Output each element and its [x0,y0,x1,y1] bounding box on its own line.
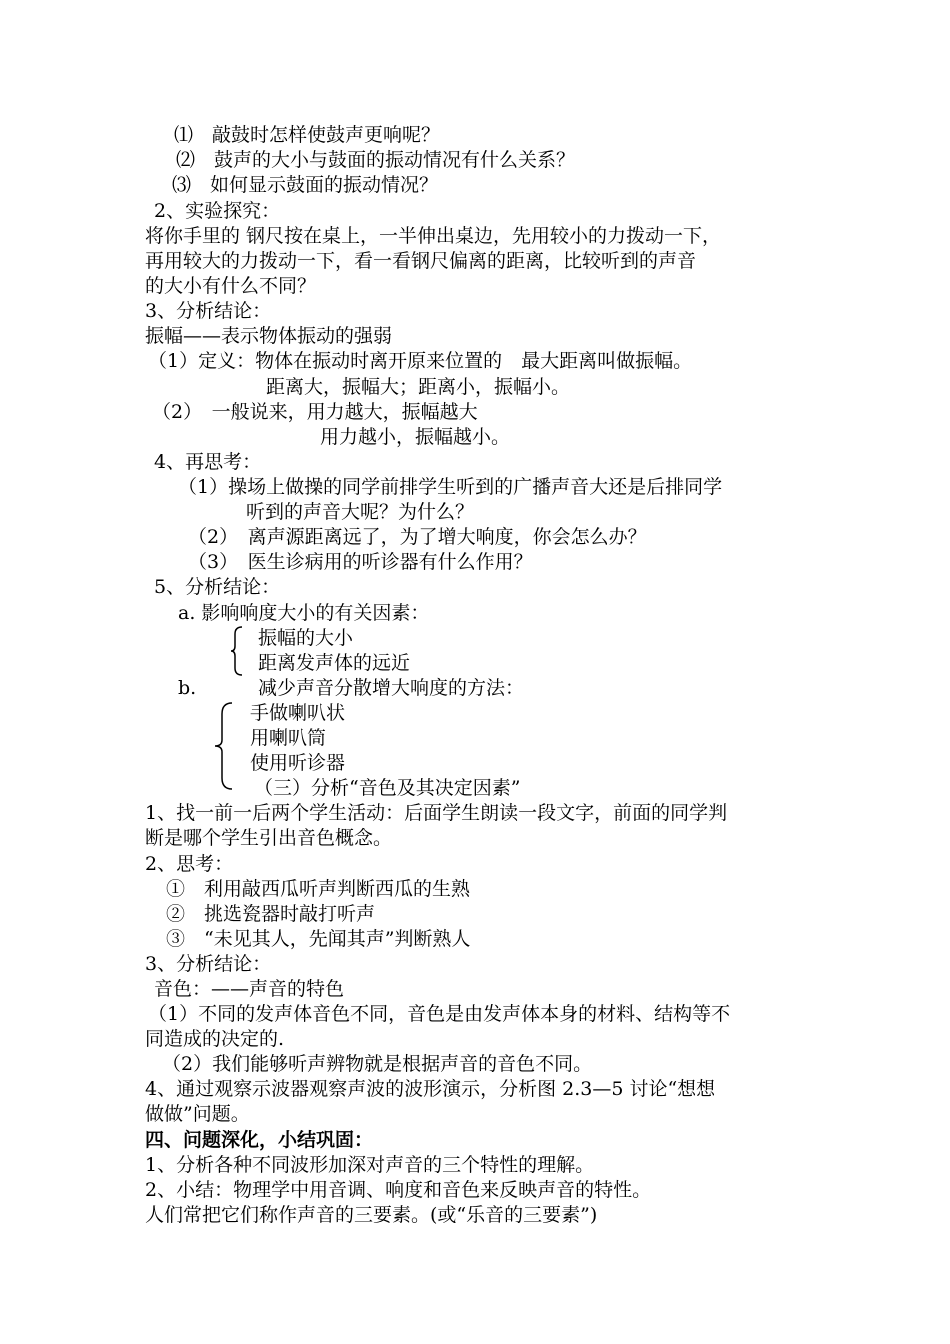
brace-icon [214,702,234,790]
timbre-point-2: （2）我们能够听声辨物就是根据声音的音色不同。 [162,1053,593,1075]
timbre-point-1-cont: 同造成的决定的. [145,1028,285,1050]
activity-line-cont: 断是哪个学生引出音色概念。 [145,827,393,849]
question-1: ⑴ 敲鼓时怎样使鼓声更响呢？ [174,124,441,146]
section-timbre: （三）分析“音色及其决定因素” [254,777,521,799]
rethink-question-1-cont: 听到的声音大呢？为什么？ [246,501,475,523]
section-experiment: 2、实验探究： [154,200,281,222]
paragraph-line: 再用较大的力拨动一下，看一看钢尺偏离的距离，比较听到的声音 [145,250,697,272]
section-heading-four: 四、问题深化，小结巩固： [145,1129,374,1151]
think-item-3: ③ “未见其人，先闻其声”判断熟人 [166,928,471,950]
method-3: 使用听诊器 [250,752,346,774]
oscilloscope-line-cont: 做做”问题。 [145,1103,250,1125]
amplitude-relation: 距离大，振幅大；距离小，振幅小。 [266,376,571,398]
think-item-1: ① 利用敲西瓜听声判断西瓜的生熟 [166,878,471,900]
method-2: 用喇叭筒 [250,727,327,749]
section-conclusion: 3、分析结论： [145,300,272,322]
force-relation-2: 用力越小，振幅越小。 [320,426,511,448]
think-item-2: ② 挑选瓷器时敲打听声 [166,903,376,925]
amplitude-definition: （1）定义：物体在振动时离开原来位置的 最大距离叫做振幅。 [148,350,693,372]
oscilloscope-line: 4、通过观察示波器观察声波的波形演示，分析图 2.3—5 讨论“想想 [145,1078,716,1100]
summary-line-1: 1、分析各种不同波形加深对声音的三个特性的理解。 [145,1154,595,1176]
paragraph-line: 的大小有什么不同？ [145,275,317,297]
question-2: ⑵ 鼓声的大小与鼓面的振动情况有什么关系？ [176,149,576,171]
summary-line-3: 人们常把它们称作声音的三要素。(或“乐音的三要素”) [145,1204,598,1226]
force-relation-1: （2） 一般说来，用力越大，振幅越大 [152,401,478,423]
question-3: ⑶ 如何显示鼓面的振动情况？ [172,174,439,196]
section-rethink: 4、再思考： [154,451,262,473]
timbre-definition: 音色：——声音的特色 [154,978,345,1000]
rethink-question-3: （3） 医生诊病用的听诊器有什么作用？ [188,551,533,573]
factor-distance: 距离发声体的远近 [258,652,411,674]
rethink-question-2: （2） 离声源距离远了，为了增大响度，你会怎么办？ [188,526,647,548]
item-b-label: b. [178,677,197,699]
methods-heading: 减少声音分散增大响度的方法： [258,677,525,699]
brace-icon [230,626,244,676]
factors-heading: a. 影响响度大小的有关因素： [178,602,430,624]
timbre-point-1: （1）不同的发声体音色不同，音色是由发声体本身的材料、结构等不 [148,1003,731,1025]
factor-amplitude: 振幅的大小 [258,627,354,649]
section-conclusion-3: 3、分析结论： [145,953,272,975]
rethink-question-1: （1）操场上做操的同学前排学生听到的广播声音大还是后排同学 [178,476,723,498]
activity-line: 1、找一前一后两个学生活动：后面学生朗读一段文字，前面的同学判 [145,802,728,824]
section-conclusion-5: 5、分析结论： [154,576,281,598]
section-think: 2、思考： [145,853,234,875]
summary-line-2: 2、小结：物理学中用音调、响度和音色来反映声音的特性。 [145,1179,652,1201]
paragraph-line: 将你手里的 钢尺按在桌上，一半伸出桌边，先用较小的力拨动一下， [145,225,722,247]
amplitude-definition-heading: 振幅——表示物体振动的强弱 [145,325,393,347]
method-1: 手做喇叭状 [250,702,346,724]
